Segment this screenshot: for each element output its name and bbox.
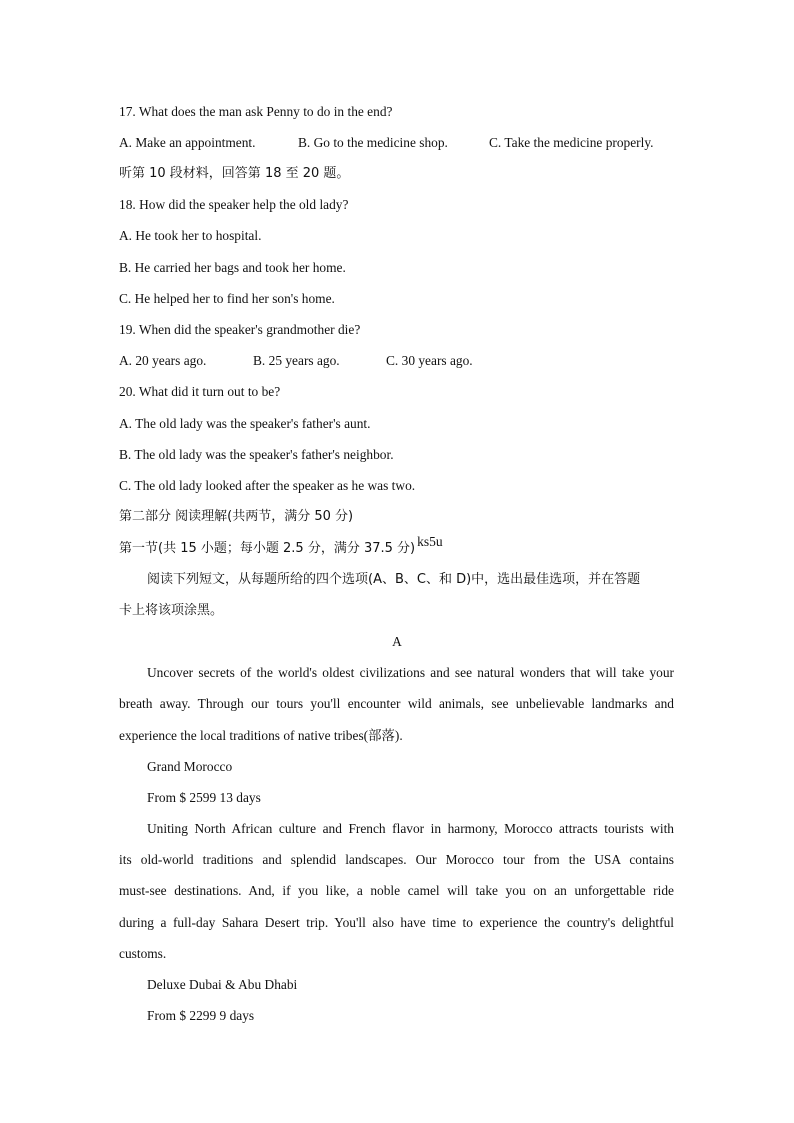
tour-2-price: From $ 2299 9 days (147, 1008, 255, 1023)
intro-line-2: breath away. Through our tours you'll encounter wild animals, see unbelievable landmarks and (119, 696, 674, 711)
part-2-title: 第二部分 阅读理解(共两节，满分 50 分) (119, 509, 354, 524)
option-20-c: C. The old lady looked after the speaker as he was two. (119, 478, 416, 493)
option-19-a: A. 20 years ago. (119, 353, 207, 368)
intro-line-3: experience the local traditions of native tribes(部落). (119, 728, 403, 743)
option-18-a: A. He took her to hospital. (119, 228, 262, 243)
option-17-b: B. Go to the medicine shop. (298, 135, 448, 150)
tour-1-desc-line-1: Uniting North African culture and French flavor in harmony, Morocco attracts tourists with (147, 821, 674, 836)
watermark-text: ks5u (417, 534, 443, 549)
option-19-c: C. 30 years ago. (386, 353, 473, 368)
passage-label: A (392, 634, 402, 649)
tour-1-price: From $ 2599 13 days (147, 790, 261, 805)
tour-1-desc-line-3: must-see destinations. And, if you like, a noble camel will take you on an unforgettable ride (119, 883, 674, 898)
question-17-options (0, 135, 794, 151)
option-17-a: A. Make an appointment. (119, 135, 256, 150)
tour-2-name: Deluxe Dubai & Abu Dhabi (147, 977, 298, 992)
question-18: 18. How did the speaker help the old lady? (119, 197, 349, 212)
tour-1-name: Grand Morocco (147, 759, 233, 774)
option-18-b: B. He carried her bags and took her home. (119, 260, 346, 275)
intro-line-1: Uncover secrets of the world's oldest civilizations and see natural wonders that will take your (147, 665, 674, 680)
section-10-intro: 听第 10 段材料，回答第 18 至 20 题。 (119, 166, 350, 181)
question-20: 20. What did it turn out to be? (119, 384, 281, 399)
section-1-title-row (119, 534, 443, 557)
instructions-line-2: 卡上将该项涂黑。 (119, 603, 224, 618)
option-19-b: B. 25 years ago. (253, 353, 340, 368)
option-20-b: B. The old lady was the speaker's father's neighbor. (119, 447, 394, 462)
section-1-title: 第一节(共 15 小题；每小题 2.5 分，满分 37.5 分) (119, 541, 416, 556)
instructions-line-1: 阅读下列短文，从每题所给的四个选项(A、B、C、和 D)中，选出最佳选项，并在答题 (147, 572, 641, 587)
question-17: 17. What does the man ask Penny to do in the end? (119, 104, 393, 119)
tour-1-desc-line-4: during a full-day Sahara Desert trip. You'll also have time to experience the country's delightful (119, 915, 674, 930)
tour-1-desc-line-2: its old-world traditions and splendid landscapes. Our Morocco tour from the USA contains (119, 852, 674, 867)
option-18-c: C. He helped her to find her son's home. (119, 291, 335, 306)
tour-1-desc-line-5: customs. (119, 946, 167, 961)
option-17-c: C. Take the medicine properly. (489, 135, 654, 150)
question-19-options (0, 353, 794, 369)
question-19: 19. When did the speaker's grandmother die? (119, 322, 361, 337)
option-20-a: A. The old lady was the speaker's father's aunt. (119, 416, 371, 431)
